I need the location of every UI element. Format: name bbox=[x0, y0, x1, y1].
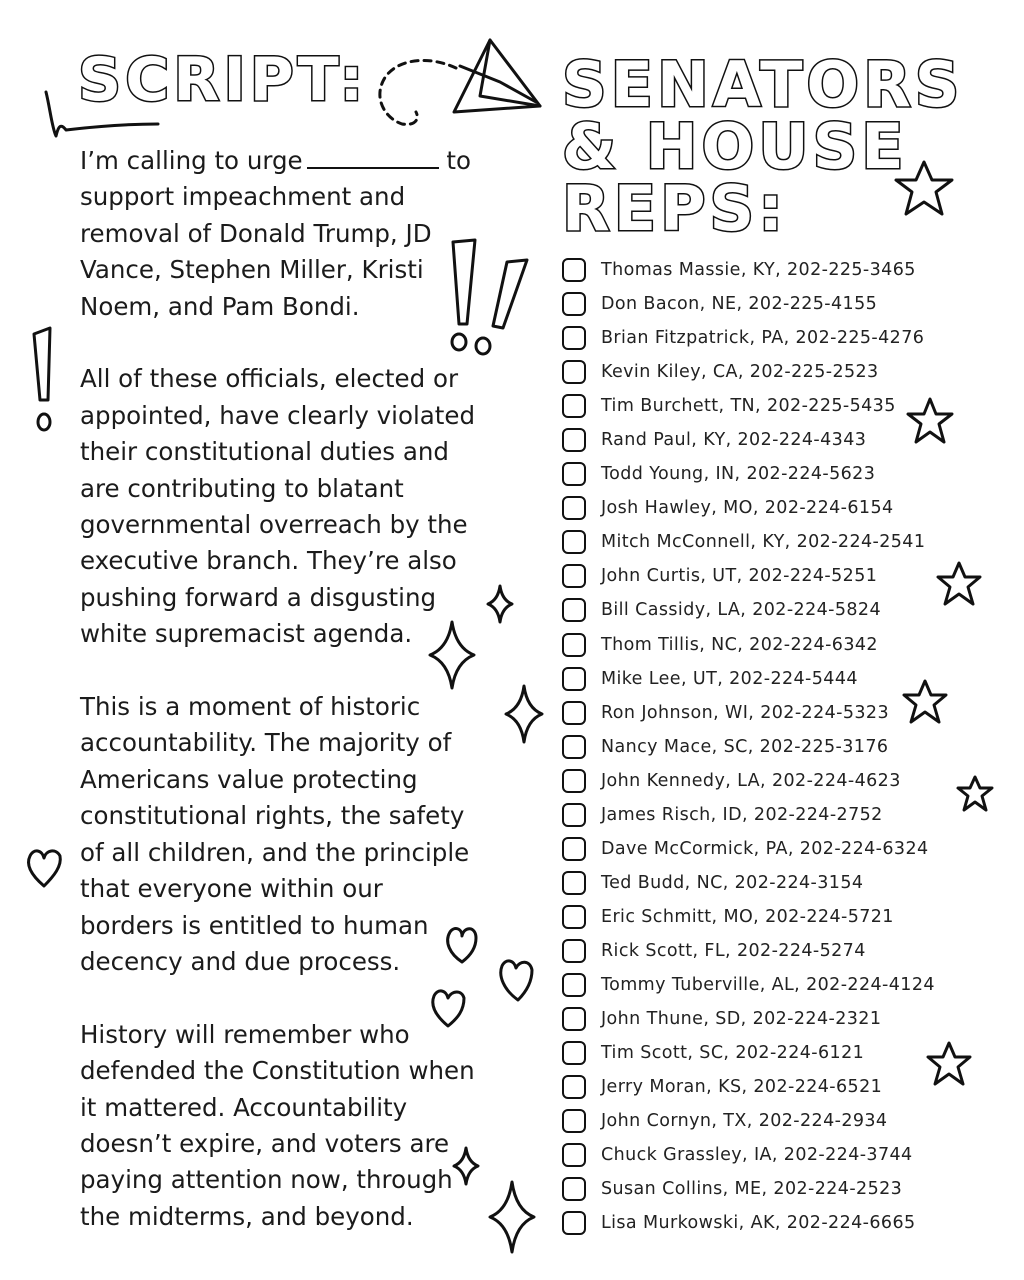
rep-list-item bbox=[562, 1070, 935, 1104]
star-icon bbox=[924, 1040, 974, 1090]
dashed-trail-icon bbox=[370, 54, 460, 134]
rep-list-item bbox=[562, 798, 935, 832]
script-line1-prefix: I’m calling to urge bbox=[80, 146, 303, 175]
rep-list-item bbox=[562, 900, 935, 934]
checkbox[interactable] bbox=[562, 735, 586, 759]
rep-list-item bbox=[562, 525, 935, 559]
sparkle-icon bbox=[488, 1180, 536, 1254]
sparkle-icon bbox=[504, 684, 544, 744]
checkbox[interactable] bbox=[562, 769, 586, 793]
checkbox[interactable] bbox=[562, 292, 586, 316]
checkbox[interactable] bbox=[562, 428, 586, 452]
rep-list-item bbox=[562, 1172, 935, 1206]
rep-list-item bbox=[562, 832, 935, 866]
checkbox[interactable] bbox=[562, 871, 586, 895]
sparkle-icon bbox=[486, 584, 514, 624]
checkbox[interactable] bbox=[562, 530, 586, 554]
rep-list-item bbox=[562, 355, 935, 389]
star-icon bbox=[892, 158, 956, 220]
rep-contact-text: Mike Lee, UT, 202-224-5444 bbox=[601, 668, 858, 689]
rep-contact-text: Dave McCormick, PA, 202-224-6324 bbox=[601, 838, 929, 859]
checkbox[interactable] bbox=[562, 326, 586, 350]
name-blank-line bbox=[307, 147, 439, 169]
star-icon bbox=[934, 560, 984, 610]
sparkle-icon bbox=[452, 1146, 480, 1186]
checkbox[interactable] bbox=[562, 1143, 586, 1167]
checkbox[interactable] bbox=[562, 701, 586, 725]
rep-contact-text: Josh Hawley, MO, 202-224-6154 bbox=[601, 498, 894, 519]
reps-title-line-3: REPS: bbox=[562, 172, 787, 245]
rep-contact-text: Ted Budd, NC, 202-224-3154 bbox=[601, 872, 864, 893]
rep-list-item bbox=[562, 696, 935, 730]
rep-contact-text: Todd Young, IN, 202-224-5623 bbox=[601, 464, 876, 485]
checkbox[interactable] bbox=[562, 496, 586, 520]
rep-list-item bbox=[562, 662, 935, 696]
rep-list-item bbox=[562, 1002, 935, 1036]
rep-contact-text: Nancy Mace, SC, 202-225-3176 bbox=[601, 736, 889, 757]
star-icon bbox=[954, 774, 996, 816]
heart-icon bbox=[24, 846, 64, 890]
rep-contact-text: Jerry Moran, KS, 202-224-6521 bbox=[601, 1077, 883, 1098]
script-paragraph-1 bbox=[80, 143, 480, 325]
rep-list-item bbox=[562, 1206, 935, 1240]
rep-contact-text: Thom Tillis, NC, 202-224-6342 bbox=[601, 634, 878, 655]
checkbox[interactable] bbox=[562, 360, 586, 384]
rep-list-item bbox=[562, 389, 935, 423]
rep-contact-text: Kevin Kiley, CA, 202-225-2523 bbox=[601, 362, 879, 383]
rep-contact-text: Tim Scott, SC, 202-224-6121 bbox=[601, 1043, 865, 1064]
reps-title-line-2: & HOUSE bbox=[562, 110, 908, 183]
rep-contact-text: John Kennedy, LA, 202-224-4623 bbox=[601, 770, 901, 791]
rep-contact-text: John Curtis, UT, 202-224-5251 bbox=[601, 566, 878, 587]
rep-list-item bbox=[562, 730, 935, 764]
rep-list-item bbox=[562, 1138, 935, 1172]
script-title: SCRIPT: bbox=[78, 45, 368, 115]
checkbox[interactable] bbox=[562, 939, 586, 963]
rep-list-item bbox=[562, 1104, 935, 1138]
checkbox[interactable] bbox=[562, 394, 586, 418]
rep-list-item bbox=[562, 1036, 935, 1070]
star-icon bbox=[904, 396, 956, 448]
checkbox[interactable] bbox=[562, 905, 586, 929]
rep-contact-text: Tommy Tuberville, AL, 202-224-4124 bbox=[601, 975, 935, 995]
rep-list-item bbox=[562, 423, 935, 457]
script-line1-rest: to support impeachment and removal of Donald Trump, JD Vance, Stephen Miller, Kristi Noem, and Pam Bondi. bbox=[80, 146, 472, 321]
rep-contact-text: Thomas Massie, KY, 202-225-3465 bbox=[601, 260, 916, 281]
underline-swoosh-icon bbox=[40, 88, 170, 148]
rep-checklist bbox=[562, 253, 935, 1240]
star-icon bbox=[900, 678, 950, 728]
rep-list-item bbox=[562, 764, 935, 798]
reps-title-line-1: SENATORS bbox=[562, 48, 964, 121]
checkbox[interactable] bbox=[562, 667, 586, 691]
rep-list-item bbox=[562, 628, 935, 662]
rep-contact-text: Chuck Grassley, IA, 202-224-3744 bbox=[601, 1145, 913, 1166]
checkbox[interactable] bbox=[562, 633, 586, 657]
rep-contact-text: Don Bacon, NE, 202-225-4155 bbox=[601, 294, 878, 315]
script-body bbox=[80, 143, 480, 1272]
checkbox[interactable] bbox=[562, 1041, 586, 1065]
rep-list-item bbox=[562, 321, 935, 355]
rep-contact-text: Ron Johnson, WI, 202-224-5323 bbox=[601, 702, 889, 723]
paper-plane-icon bbox=[450, 36, 546, 120]
checkbox[interactable] bbox=[562, 1007, 586, 1031]
rep-contact-text: Rick Scott, FL, 202-224-5274 bbox=[601, 940, 866, 961]
rep-list-item bbox=[562, 934, 935, 968]
rep-contact-text: Brian Fitzpatrick, PA, 202-225-4276 bbox=[601, 328, 925, 349]
rep-list-item bbox=[562, 457, 935, 491]
rep-contact-text: Bill Cassidy, LA, 202-224-5824 bbox=[601, 600, 882, 621]
checkbox[interactable] bbox=[562, 1211, 586, 1235]
sparkle-icon bbox=[428, 620, 476, 690]
rep-list-item bbox=[562, 593, 935, 627]
script-paragraph-3: This is a moment of historic accountability. The majority of Americans value protecting constitutional rights, the safety of all children, and the principle that everyone within our borders is entitled to human decency and due process. bbox=[80, 692, 470, 976]
checkbox[interactable] bbox=[562, 1177, 586, 1201]
rep-list-item bbox=[562, 253, 935, 287]
checkbox[interactable] bbox=[562, 564, 586, 588]
rep-contact-text: Lisa Murkowski, AK, 202-224-6665 bbox=[601, 1213, 916, 1234]
script-paragraph-4: History will remember who defended the Constitution when it mattered. Accountability doesn’t expire, and voters are paying attention now, through the midterms, and beyond. bbox=[80, 1019, 475, 1231]
rep-contact-text: Mitch McConnell, KY, 202-224-2541 bbox=[601, 532, 926, 553]
checkbox[interactable] bbox=[562, 803, 586, 827]
script-paragraph-2: All of these officials, elected or appointed, have clearly violated their constitutional duties and are contributing to blatant governmental overreach by the executive branch. They’re also pushing forward a disgusting white supremacist agenda. bbox=[80, 364, 476, 649]
rep-contact-text: Eric Schmitt, MO, 202-224-5721 bbox=[601, 906, 894, 927]
rep-list-item bbox=[562, 866, 935, 900]
rep-list-item bbox=[562, 287, 935, 321]
rep-list-item bbox=[562, 968, 935, 1002]
rep-contact-text: Tim Burchett, TN, 202-225-5435 bbox=[601, 396, 896, 417]
rep-contact-text: John Thune, SD, 202-224-2321 bbox=[601, 1009, 882, 1030]
checkbox[interactable] bbox=[562, 598, 586, 622]
double-exclamation-icon bbox=[445, 236, 535, 362]
checkbox[interactable] bbox=[562, 258, 586, 282]
rep-contact-text: Susan Collins, ME, 202-224-2523 bbox=[601, 1179, 903, 1200]
rep-contact-text: Rand Paul, KY, 202-224-4343 bbox=[601, 430, 867, 451]
checkbox[interactable] bbox=[562, 837, 586, 861]
checkbox[interactable] bbox=[562, 1109, 586, 1133]
rep-contact-text: John Cornyn, TX, 202-224-2934 bbox=[601, 1111, 888, 1132]
rep-contact-text: James Risch, ID, 202-224-2752 bbox=[601, 804, 883, 825]
exclamation-icon bbox=[28, 324, 68, 438]
checkbox[interactable] bbox=[562, 462, 586, 486]
checkbox[interactable] bbox=[562, 973, 586, 997]
hearts-cluster-icon bbox=[428, 918, 540, 1030]
rep-list-item bbox=[562, 559, 935, 593]
rep-list-item bbox=[562, 491, 935, 525]
checkbox[interactable] bbox=[562, 1075, 586, 1099]
